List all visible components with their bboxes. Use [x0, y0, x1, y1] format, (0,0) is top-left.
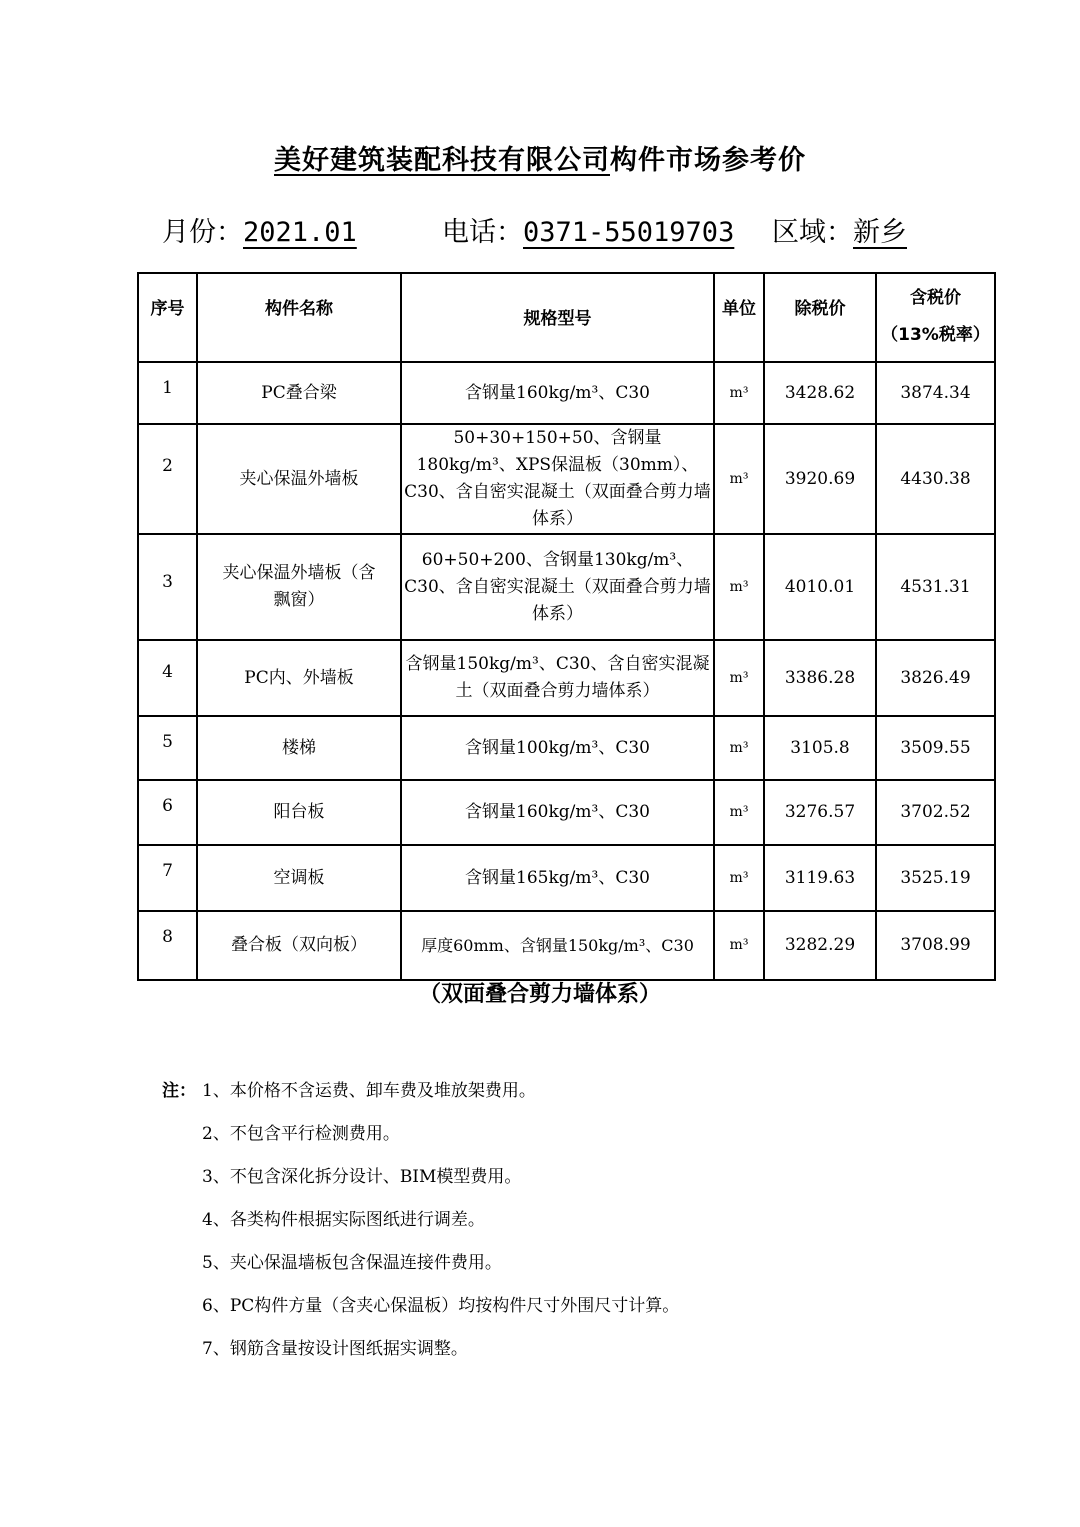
region-label: 区域：: [772, 217, 853, 248]
cell-withtax: 3708.99: [876, 911, 995, 980]
cell-name: 叠合板（双向板）: [197, 911, 401, 980]
cell-spec: 含钢量160kg/m³、C30: [401, 780, 714, 845]
table-row: [138, 911, 995, 980]
month-label: 月份：: [162, 217, 243, 248]
table-row: [138, 534, 995, 640]
note-item: [162, 1336, 679, 1379]
cell-unit: m³: [714, 716, 764, 780]
cell-spec: 含钢量100kg/m³、C30: [401, 716, 714, 780]
table-row: [138, 845, 995, 911]
cell-name: 夹心保温外墙板: [197, 424, 401, 534]
cell-spec: 含钢量165kg/m³、C30: [401, 845, 714, 911]
company-name: 美好建筑装配科技有限公司: [274, 145, 610, 176]
header-withtax: [876, 273, 995, 362]
note-item: [162, 1164, 679, 1207]
cell-seq: 3: [138, 534, 197, 640]
cell-name: PC叠合梁: [197, 362, 401, 424]
cell-spec: 含钢量160kg/m³、C30: [401, 362, 714, 424]
cell-unit: m³: [714, 424, 764, 534]
document-title: [0, 138, 1080, 177]
cell-pretax: 3119.63: [764, 845, 876, 911]
cell-unit: m³: [714, 534, 764, 640]
cell-pretax: 3428.62: [764, 362, 876, 424]
cell-pretax: 4010.01: [764, 534, 876, 640]
cell-spec: 60+50+200、含钢量130kg/m³、C30、含自密实混凝土（双面叠合剪力墙体系）: [401, 534, 714, 640]
cell-spec: 50+30+150+50、含钢量180kg/m³、XPS保温板（30mm）、C30、含自密实混凝土（双面叠合剪力墙体系）: [401, 424, 714, 534]
cell-name: 阳台板: [197, 780, 401, 845]
note-text: 4、各类构件根据实际图纸进行调差。: [202, 1210, 485, 1230]
cell-unit: m³: [714, 911, 764, 980]
cell-seq: 6: [138, 780, 197, 845]
cell-pretax: 3276.57: [764, 780, 876, 845]
note-item: [162, 1078, 679, 1121]
price-table: [137, 272, 996, 981]
note-text: 3、不包含深化拆分设计、BIM模型费用。: [202, 1167, 522, 1187]
header-spec: 规格型号: [401, 273, 714, 362]
table-row: [138, 424, 995, 534]
table-row: [138, 362, 995, 424]
cell-withtax: 3525.19: [876, 845, 995, 911]
header-seq: 序号: [138, 273, 197, 362]
table-row: [138, 780, 995, 845]
region-value: 新乡: [853, 217, 907, 248]
note-item: [162, 1293, 679, 1336]
cell-seq: 5: [138, 716, 197, 780]
table-subtitle: （双面叠合剪力墙体系）: [418, 982, 661, 1007]
note-text: 6、PC构件方量（含夹心保温板）均按构件尺寸外围尺寸计算。: [202, 1296, 680, 1316]
table-row: [138, 716, 995, 780]
header-pretax: 除税价: [764, 273, 876, 362]
cell-unit: m³: [714, 640, 764, 716]
cell-spec: 厚度60mm、含钢量150kg/m³、C30: [401, 911, 714, 980]
cell-name: 空调板: [197, 845, 401, 911]
cell-seq: 1: [138, 362, 197, 424]
phone-value: 0371-55019703: [523, 217, 735, 248]
cell-withtax: 3874.34: [876, 362, 995, 424]
cell-pretax: 3386.28: [764, 640, 876, 716]
header-withtax-note: （13%税率）: [881, 324, 990, 345]
cell-seq: 4: [138, 640, 197, 716]
header-name: 构件名称: [197, 273, 401, 362]
cell-name: 夹心保温外墙板（含飘窗）: [197, 534, 401, 640]
title-suffix: 构件市场参考价: [610, 145, 806, 176]
cell-withtax: 4430.38: [876, 424, 995, 534]
region-field: [772, 210, 909, 249]
cell-pretax: 3920.69: [764, 424, 876, 534]
table-row: [138, 640, 995, 716]
cell-unit: m³: [714, 845, 764, 911]
cell-spec: 含钢量150kg/m³、C30、含自密实混凝土（双面叠合剪力墙体系）: [401, 640, 714, 716]
cell-withtax: 4531.31: [876, 534, 995, 640]
month-field: [162, 210, 371, 249]
table-header-row: [138, 273, 995, 362]
note-text: 1、本价格不含运费、卸车费及堆放架费用。: [202, 1081, 536, 1101]
phone-field: [442, 210, 748, 249]
phone-label: 电话：: [442, 217, 523, 248]
note-item: [162, 1207, 679, 1250]
month-value: 2021.01: [243, 217, 357, 248]
cell-withtax: 3702.52: [876, 780, 995, 845]
header-withtax-label: 含税价: [910, 287, 961, 308]
note-item: [162, 1250, 679, 1293]
cell-seq: 2: [138, 424, 197, 534]
header-unit: 单位: [714, 273, 764, 362]
cell-name: PC内、外墙板: [197, 640, 401, 716]
note-text: 7、钢筋含量按设计图纸据实调整。: [202, 1339, 468, 1359]
note-item: [162, 1121, 679, 1164]
cell-pretax: 3282.29: [764, 911, 876, 980]
cell-withtax: 3509.55: [876, 716, 995, 780]
note-text: 2、不包含平行检测费用。: [202, 1124, 400, 1144]
cell-pretax: 3105.8: [764, 716, 876, 780]
cell-unit: m³: [714, 362, 764, 424]
notes-section: [162, 1078, 679, 1379]
cell-withtax: 3826.49: [876, 640, 995, 716]
cell-unit: m³: [714, 780, 764, 845]
note-text: 5、夹心保温墙板包含保温连接件费用。: [202, 1253, 502, 1273]
cell-seq: 7: [138, 845, 197, 911]
cell-name: 楼梯: [197, 716, 401, 780]
cell-seq: 8: [138, 911, 197, 980]
notes-label: 注：: [162, 1081, 196, 1101]
